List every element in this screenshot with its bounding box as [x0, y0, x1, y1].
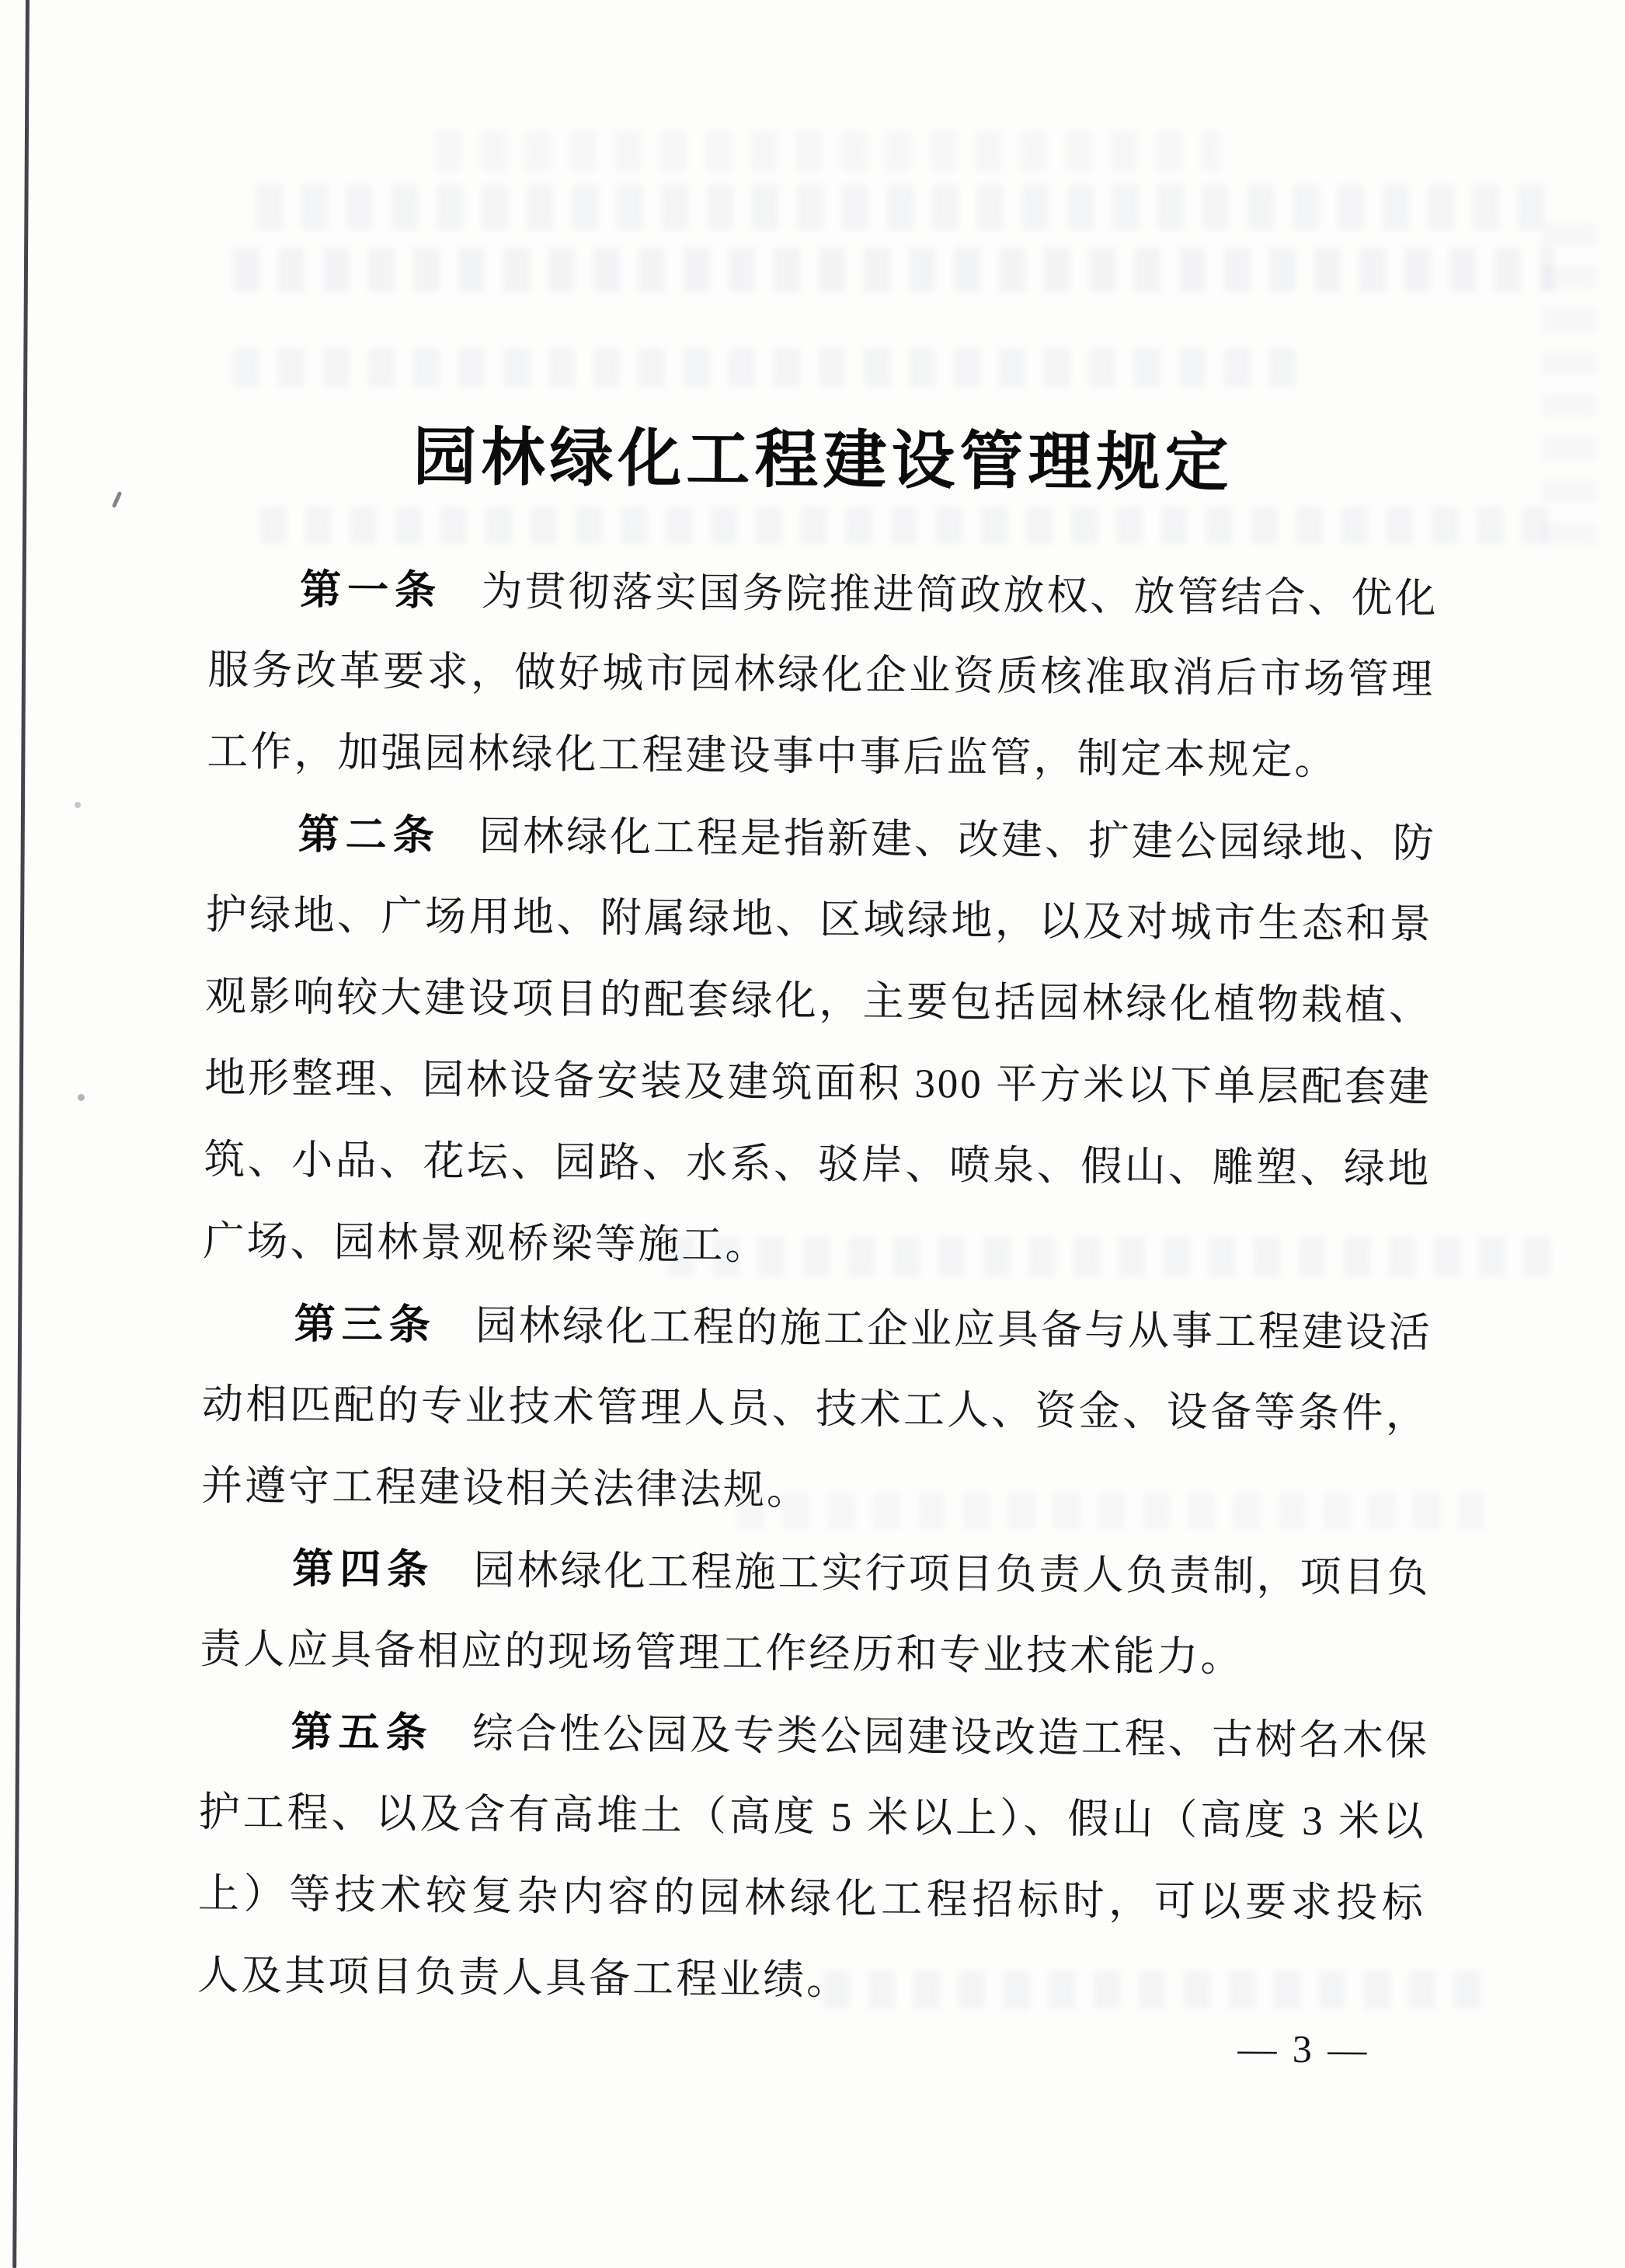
body-line-5	[205, 875, 1433, 966]
line-text: 地形整理、园林设备安装及建筑面积 300 平方米以下单层配套建	[204, 1055, 1432, 1111]
document-title: 园林绿化工程建设管理规定	[412, 421, 1234, 500]
line-text: 观影响较大建设项目的配套绿化，主要包括园林绿化植物栽植、	[204, 974, 1433, 1029]
line-text: 园林绿化工程是指新建、改建、扩建公园绿地、防	[478, 813, 1437, 867]
line-text: 服务改革要求，做好城市园林绿化企业资质核准取消后市场管理	[207, 647, 1435, 703]
line-text: 广场、园林景观桥梁等施工。	[203, 1218, 769, 1269]
body-line-6	[205, 956, 1433, 1047]
body-line-17	[198, 1854, 1426, 1945]
body-line-2	[207, 630, 1435, 721]
line-text: 园林绿化工程的施工企业应具备与从事工程建设活	[475, 1303, 1433, 1357]
document-body	[197, 549, 1439, 2026]
body-line-16	[198, 1772, 1426, 1863]
line-text: 筑、小品、花坛、园路、水系、驳岸、喷泉、假山、雕塑、绿地	[204, 1137, 1432, 1193]
line-text: 为贯彻落实国务院推进简政放权、放管结合、优化	[481, 569, 1439, 622]
article-number: 第二条	[298, 811, 440, 859]
body-line-8	[204, 1120, 1432, 1211]
body-line-14	[200, 1609, 1428, 1700]
article-number: 第四条	[292, 1545, 435, 1594]
line-text: 护绿地、广场用地、附属绿地、区域绿地，以及对城市生态和景	[205, 892, 1434, 948]
line-text: 工作，加强园林绿化工程建设事中事后监管，制定本规定。	[207, 729, 1338, 784]
body-line-15	[199, 1691, 1430, 1782]
line-text: 上）等技术较复杂内容的园林绿化工程招标时，可以要求投标	[197, 1871, 1426, 1927]
line-text: 园林绿化工程施工实行项目负责人负责制，项目负	[473, 1548, 1431, 1601]
body-line-3	[207, 712, 1435, 803]
body-line-4	[206, 793, 1437, 884]
body-line-1	[208, 549, 1439, 639]
body-line-10	[202, 1283, 1433, 1374]
article-number: 第五条	[291, 1709, 433, 1757]
body-line-11	[201, 1364, 1429, 1455]
page-number: — 3 —	[1237, 2026, 1370, 2071]
line-text: 并遵守工程建设相关法律法规。	[200, 1463, 811, 1514]
line-text: 动相匹配的专业技术管理人员、技术工人、资金、设备等条件，	[201, 1381, 1430, 1437]
body-line-9	[203, 1201, 1431, 1292]
body-line-12	[201, 1446, 1429, 1537]
line-text: 人及其项目负责人具备工程业绩。	[197, 1953, 851, 2004]
article-number: 第三条	[294, 1301, 437, 1349]
article-number: 第一条	[299, 566, 443, 615]
body-line-7	[204, 1038, 1432, 1129]
body-line-13	[200, 1528, 1431, 1618]
line-text: 护工程、以及含有高堆土（高度 5 米以上）、假山（高度 3 米以	[198, 1789, 1426, 1845]
line-text: 综合性公园及专类公园建设改造工程、古树名木保	[471, 1711, 1430, 1765]
line-text: 责人应具备相应的现场管理工作经历和专业技术能力。	[200, 1626, 1244, 1681]
body-line-18	[197, 1935, 1425, 2026]
